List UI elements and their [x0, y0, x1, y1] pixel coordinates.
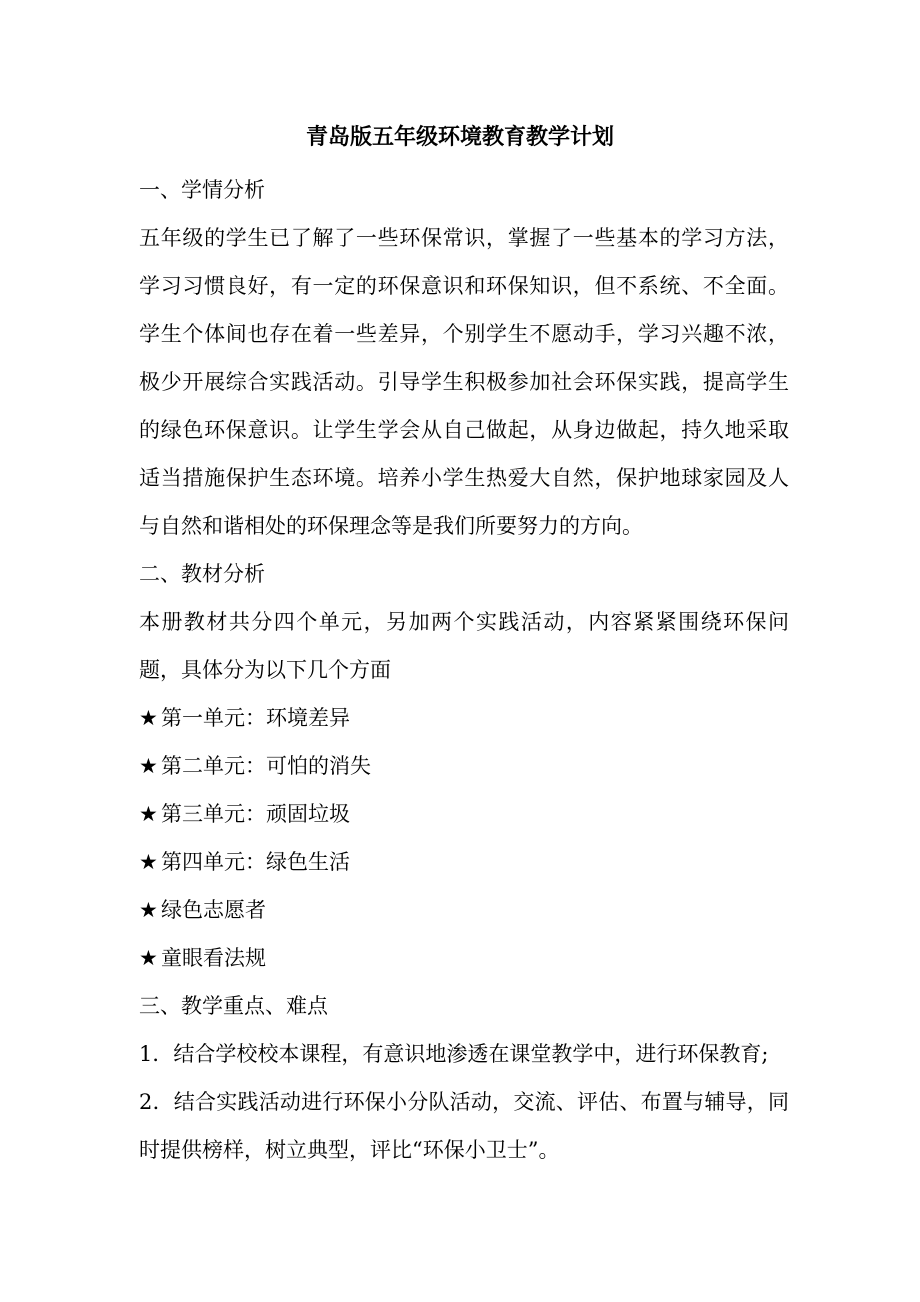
list-item	[139, 742, 789, 790]
list-item	[139, 838, 789, 886]
key-point-1: 1．结合学校校本课程，有意识地渗透在课堂教学中，进行环保教育;	[139, 1042, 769, 1066]
list-item	[139, 694, 789, 742]
section-paragraph-analysis: 五年级的学生已了解了一些环保常识，掌握了一些基本的学习方法，学习习惯良好，有一定的环保意识和环保知识，但不系统、不全面。学生个体间也存在着一些差异，个别学生不愿动手，学习兴趣不浓，极少开展综合实践活动。引导学生积极参加社会环保实践，提高学生的绿色环保意识。让学生学会从自己做起，从身边做起，持久地采取适当措施保护生态环境。培养小学生热爱大自然，保护地球家园及人与自然和谐相处的环保理念等是我们所要努力的方向。	[139, 226, 789, 538]
list-item-text: 绿色志愿者	[161, 898, 266, 922]
section-heading-materials: 二、教材分析	[139, 562, 265, 586]
star-icon: ★	[139, 754, 158, 778]
section-heading-analysis: 一、学情分析	[139, 178, 265, 202]
list-item-text: 第四单元：绿色生活	[161, 850, 350, 874]
star-icon: ★	[139, 850, 158, 874]
list-item-text: 第二单元：可怕的消失	[161, 754, 371, 778]
list-item-text: 童眼看法规	[161, 946, 266, 970]
list-item	[139, 886, 789, 934]
document-title: 青岛版五年级环境教育教学计划	[305, 125, 614, 150]
section-heading-key-points: 三、教学重点、难点	[139, 994, 328, 1018]
section-paragraph-materials: 本册教材共分四个单元，另加两个实践活动，内容紧紧围绕环保问题，具体分为以下几个方面	[139, 610, 789, 682]
star-icon: ★	[139, 898, 158, 922]
document-body	[139, 166, 789, 1174]
star-icon: ★	[139, 802, 158, 826]
star-icon: ★	[139, 706, 158, 730]
key-point-2: 2．结合实践活动进行环保小分队活动，交流、评估、布置与辅导，同时提供榜样，树立典型，评比“环保小卫士”。	[139, 1090, 789, 1162]
list-item-text: 第一单元：环境差异	[161, 706, 350, 730]
list-item	[139, 790, 789, 838]
star-icon: ★	[139, 946, 158, 970]
list-item-text: 第三单元：顽固垃圾	[161, 802, 350, 826]
list-item	[139, 934, 789, 982]
